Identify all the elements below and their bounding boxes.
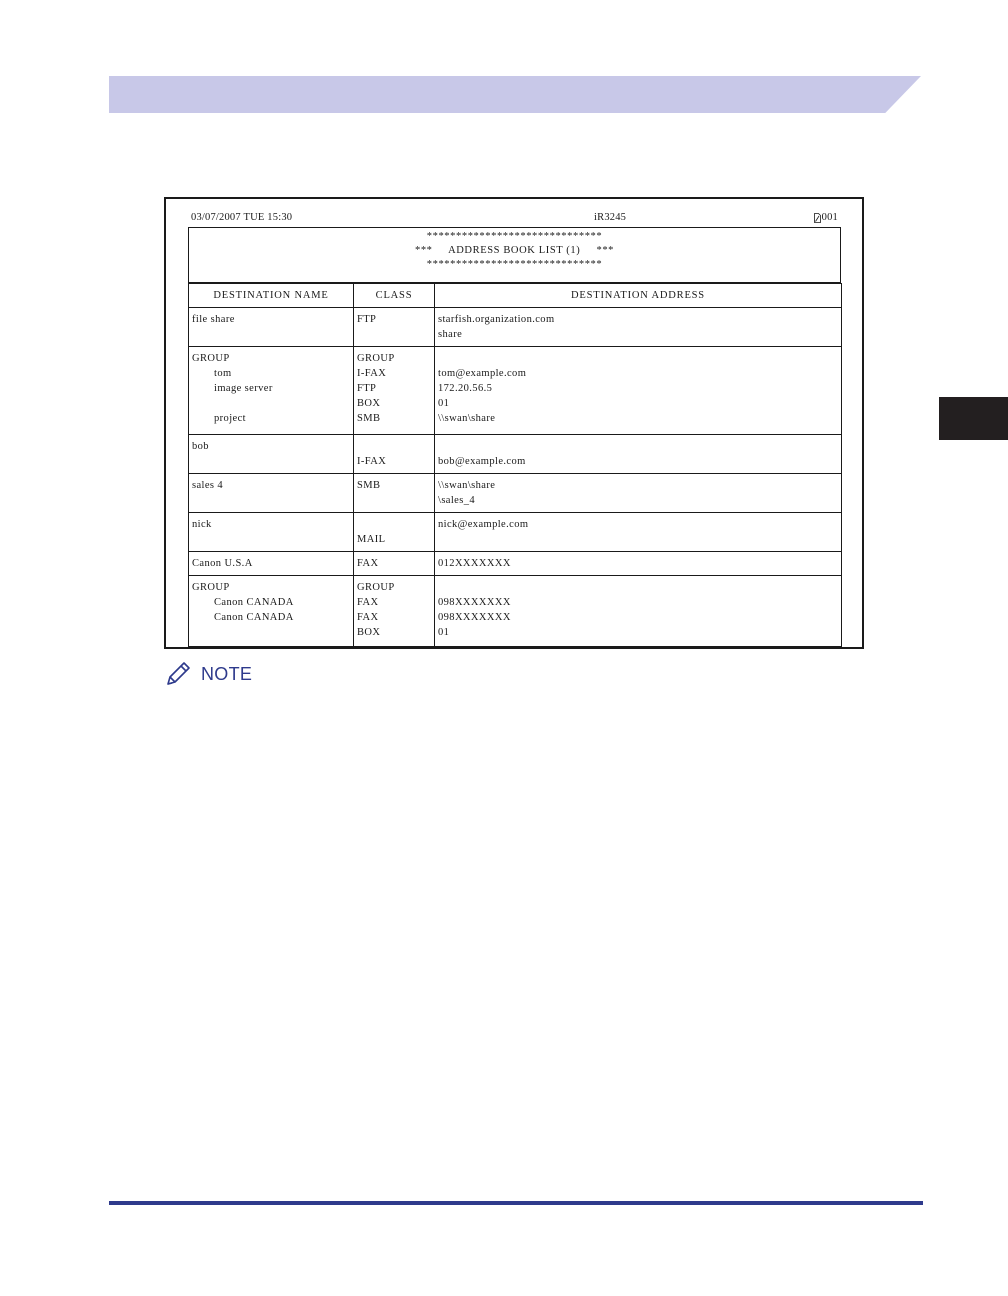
class-line: GROUP <box>357 582 395 593</box>
footer-rule <box>109 1201 923 1205</box>
table-header-row <box>189 284 842 308</box>
address-line: starfish.organization.com <box>438 314 555 325</box>
report-model: iR3245 <box>594 212 627 223</box>
class-cell <box>354 576 435 647</box>
address-cell <box>435 552 842 576</box>
title-stars-bottom: ****************************** <box>426 259 603 270</box>
name-line: GROUP <box>192 582 230 593</box>
address-line: share <box>438 329 463 340</box>
class-cell <box>354 474 435 513</box>
address-line <box>438 580 838 595</box>
table-row <box>189 552 842 576</box>
name-line: nick <box>192 519 212 530</box>
address-line <box>438 439 838 454</box>
table-row <box>189 435 842 474</box>
column-header: DESTINATION ADDRESS <box>435 284 842 308</box>
address-line: \\swan\share <box>438 413 496 424</box>
column-header: CLASS <box>354 284 435 308</box>
pencil-icon <box>165 661 195 687</box>
address-line: 172.20.56.5 <box>438 383 493 394</box>
name-line: project <box>214 413 246 424</box>
class-line <box>357 439 431 454</box>
table-row <box>189 308 842 347</box>
name-cell <box>189 576 354 647</box>
address-line: nick@example.com <box>438 519 529 530</box>
class-line: I-FAX <box>357 456 387 467</box>
class-line: BOX <box>357 627 381 638</box>
note-label: NOTE <box>201 663 253 684</box>
address-cell <box>435 576 842 647</box>
address-cell <box>435 513 842 552</box>
address-line: 098XXXXXXX <box>438 612 511 623</box>
address-table <box>188 283 842 647</box>
address-line: 01 <box>438 398 450 409</box>
name-cell <box>189 435 354 474</box>
name-cell <box>189 347 354 435</box>
class-line: SMB <box>357 413 381 424</box>
chapter-tab <box>939 397 1008 440</box>
name-line: tom <box>214 368 232 379</box>
report-title-box <box>188 227 841 283</box>
class-cell <box>354 513 435 552</box>
class-line: I-FAX <box>357 368 387 379</box>
page-icon <box>814 213 821 223</box>
table-row <box>189 347 842 435</box>
column-header: DESTINATION NAME <box>189 284 354 308</box>
name-line <box>192 396 350 411</box>
name-cell <box>189 474 354 513</box>
class-line: FAX <box>357 597 379 608</box>
address-line: tom@example.com <box>438 368 527 379</box>
name-line: Canon U.S.A <box>192 558 253 569</box>
class-line: FAX <box>357 612 379 623</box>
address-line: 098XXXXXXX <box>438 597 511 608</box>
name-line: Canon CANADA <box>214 597 294 608</box>
address-line: \\swan\share <box>438 480 496 491</box>
class-cell <box>354 347 435 435</box>
name-cell <box>189 552 354 576</box>
class-line <box>357 517 431 532</box>
note-heading <box>165 661 252 687</box>
class-cell <box>354 552 435 576</box>
class-cell <box>354 435 435 474</box>
section-banner <box>109 76 921 113</box>
class-line: FAX <box>357 558 379 569</box>
name-cell <box>189 513 354 552</box>
report-title: *** ADDRESS BOOK LIST (1) *** <box>414 245 615 256</box>
name-line: sales 4 <box>192 480 224 491</box>
class-line: SMB <box>357 480 381 491</box>
name-cell <box>189 308 354 347</box>
table-row <box>189 513 842 552</box>
class-line: BOX <box>357 398 381 409</box>
table-row <box>189 576 842 647</box>
report-date: 03/07/2007 TUE 15:30 <box>191 212 293 223</box>
address-line: \sales_4 <box>438 495 476 506</box>
name-line: file share <box>192 314 235 325</box>
address-line <box>438 351 838 366</box>
class-line: GROUP <box>357 353 395 364</box>
address-line: bob@example.com <box>438 456 526 467</box>
class-line: FTP <box>357 383 377 394</box>
page-number: 001 <box>821 212 838 223</box>
name-line: Canon CANADA <box>214 612 294 623</box>
class-line: FTP <box>357 314 377 325</box>
name-line: GROUP <box>192 353 230 364</box>
name-line: bob <box>192 441 209 452</box>
name-line: image server <box>214 383 273 394</box>
address-cell <box>435 474 842 513</box>
address-line: 012XXXXXXX <box>438 558 511 569</box>
address-cell <box>435 308 842 347</box>
address-book-report <box>164 197 864 649</box>
class-line: MAIL <box>357 534 386 545</box>
report-page <box>814 212 838 223</box>
class-cell <box>354 308 435 347</box>
table-row <box>189 474 842 513</box>
title-stars-top: ****************************** <box>426 231 603 242</box>
address-cell <box>435 435 842 474</box>
address-line: 01 <box>438 627 450 638</box>
address-cell <box>435 347 842 435</box>
